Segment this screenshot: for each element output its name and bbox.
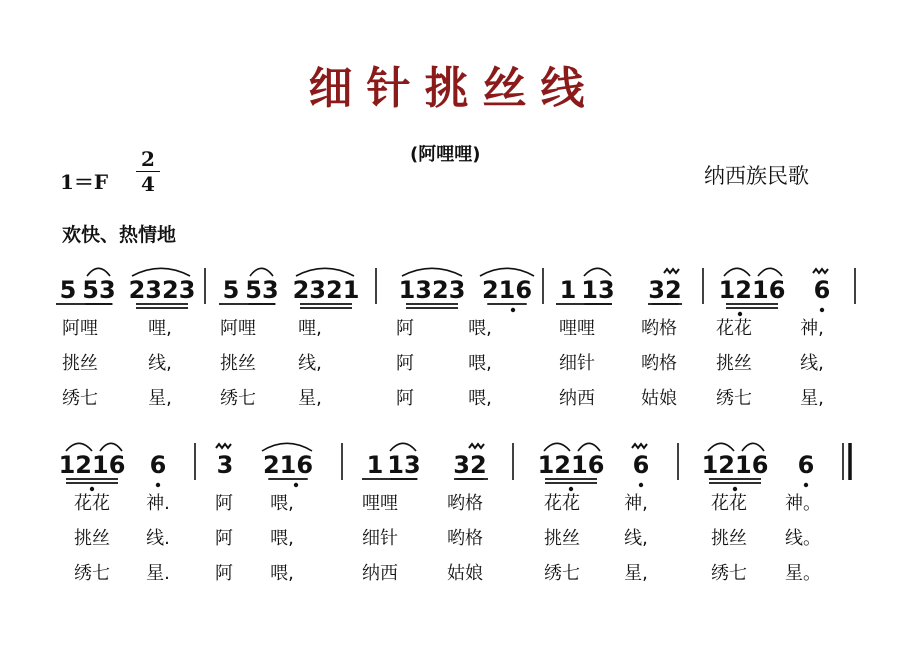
slur	[402, 268, 462, 276]
lyric-syllable: 阿	[215, 493, 233, 514]
lyric-syllable: 绣七	[220, 388, 256, 409]
song-subtitle: (阿哩哩)	[410, 144, 481, 165]
mordent-mark	[469, 444, 484, 448]
note-number: 6	[813, 276, 831, 304]
octave-dot	[294, 483, 298, 487]
note-number: 6	[149, 451, 167, 479]
tempo-marking: 欢快、热情地	[62, 224, 177, 246]
lyric-syllable: 哟格	[641, 318, 677, 339]
note-number: 3	[216, 451, 234, 479]
lyric-syllable: 挑丝	[716, 353, 752, 374]
lyric-syllable: 星,	[624, 563, 648, 584]
lyric-syllable: 线,	[298, 353, 322, 374]
lyric-syllable: 绣七	[711, 563, 747, 584]
slur	[250, 268, 273, 276]
key-signature: 1＝F	[60, 170, 109, 194]
note-number: 1216	[537, 451, 605, 479]
note-number: 53	[245, 276, 279, 304]
time-signature-top: 2	[141, 147, 155, 171]
lyric-syllable: 喂,	[468, 353, 492, 374]
lyric-syllable: 神.	[146, 493, 170, 514]
note-number: 2323	[128, 276, 196, 304]
lyric-syllable: 挑丝	[711, 528, 747, 549]
lyric-syllable: 阿	[396, 353, 414, 374]
note-number: 1216	[701, 451, 769, 479]
lyric-syllable: 阿哩	[62, 318, 98, 339]
lyric-syllable: 花花	[544, 493, 580, 514]
note-number: 1216	[718, 276, 786, 304]
lyric-syllable: 神,	[800, 318, 824, 339]
note-number: 1	[559, 276, 577, 304]
lyric-syllable: 绣七	[544, 563, 580, 584]
lyric-syllable: 哩,	[298, 318, 322, 339]
slur	[132, 268, 190, 276]
slur	[262, 443, 312, 451]
slur	[390, 443, 416, 451]
lyric-syllable: 阿	[215, 563, 233, 584]
lyric-syllable: 阿	[215, 528, 233, 549]
lyric-syllable: 纳西	[559, 388, 595, 409]
lyric-syllable: 哟格	[641, 353, 677, 374]
note-number: 32	[453, 451, 487, 479]
note-number: 1323	[398, 276, 466, 304]
lyric-syllable: 细针	[559, 353, 595, 374]
song-credit: 纳西族民歌	[704, 164, 809, 188]
mordent-mark	[632, 444, 647, 448]
lyric-syllable: 神,	[624, 493, 648, 514]
octave-dot	[569, 487, 573, 491]
lyric-syllable: 喂,	[270, 528, 294, 549]
lyric-syllable: 花花	[716, 318, 752, 339]
time-signature-bottom: 4	[141, 172, 155, 196]
octave-dot	[820, 308, 824, 312]
lyric-syllable: 喂,	[270, 563, 294, 584]
lyric-syllable: 花花	[74, 493, 110, 514]
lyric-syllable: 哩哩	[559, 318, 595, 339]
lyric-syllable: 挑丝	[544, 528, 580, 549]
lyric-syllable: 绣七	[716, 388, 752, 409]
note-number: 2321	[292, 276, 360, 304]
mordent-mark	[664, 269, 679, 273]
octave-dot	[804, 483, 808, 487]
lyric-syllable: 线,	[148, 353, 172, 374]
note-number: 6	[632, 451, 650, 479]
lyric-syllable: 挑丝	[74, 528, 110, 549]
slur	[296, 268, 354, 276]
slur	[758, 268, 782, 276]
lyric-syllable: 姑娘	[447, 563, 483, 584]
lyric-syllable: 线,	[624, 528, 648, 549]
slur	[100, 443, 122, 451]
slur	[724, 268, 750, 276]
lyric-syllable: 喂,	[270, 493, 294, 514]
octave-dot	[639, 483, 643, 487]
note-number: 216	[262, 451, 314, 479]
lyric-syllable: 阿哩	[220, 318, 256, 339]
note-number: 1	[366, 451, 384, 479]
note-number: 216	[481, 276, 533, 304]
lyric-syllable: 喂,	[468, 318, 492, 339]
lyric-syllable: 绣七	[74, 563, 110, 584]
octave-dot	[156, 483, 160, 487]
lyric-syllable: 哩哩	[362, 493, 398, 514]
lyric-syllable: 绣七	[62, 388, 98, 409]
slur	[480, 268, 534, 276]
note-number: 13	[387, 451, 421, 479]
octave-dot	[511, 308, 515, 312]
octave-dot	[90, 487, 94, 491]
slur	[708, 443, 734, 451]
lyric-syllable: 挑丝	[62, 353, 98, 374]
lyric-syllable: 纳西	[362, 563, 398, 584]
lyric-syllable: 神。	[785, 493, 821, 514]
lyric-syllable: 线。	[785, 528, 821, 549]
lyric-syllable: 星,	[800, 388, 824, 409]
lyric-syllable: 星,	[298, 388, 322, 409]
lyric-syllable: 哟格	[447, 493, 483, 514]
mordent-mark	[813, 269, 828, 273]
note-number: 13	[581, 276, 615, 304]
slur	[742, 443, 764, 451]
lyric-syllable: 细针	[362, 528, 398, 549]
note-number: 1216	[58, 451, 126, 479]
lyric-syllable: 哟格	[447, 528, 483, 549]
slur	[66, 443, 92, 451]
slur	[87, 268, 110, 276]
lyric-syllable: 阿	[396, 388, 414, 409]
note-number: 53	[82, 276, 116, 304]
slur	[584, 268, 611, 276]
lyric-syllable: 线,	[800, 353, 824, 374]
lyric-syllable: 花花	[711, 493, 747, 514]
slur	[544, 443, 570, 451]
note-number: 5	[59, 276, 77, 304]
note-number: 32	[648, 276, 682, 304]
lyric-syllable: 星.	[146, 563, 170, 584]
lyric-syllable: 喂,	[468, 388, 492, 409]
song-title: 细针挑丝线	[308, 63, 599, 114]
lyric-syllable: 线.	[146, 528, 170, 549]
lyric-syllable: 星。	[785, 563, 821, 584]
lyric-syllable: 哩,	[148, 318, 172, 339]
lyric-syllable: 星,	[148, 388, 172, 409]
octave-dot	[733, 487, 737, 491]
lyric-syllable: 姑娘	[641, 388, 677, 409]
note-number: 5	[222, 276, 240, 304]
lyric-syllable: 阿	[396, 318, 414, 339]
note-number: 6	[797, 451, 815, 479]
lyric-syllable: 挑丝	[220, 353, 256, 374]
mordent-mark	[216, 444, 231, 448]
slur	[578, 443, 600, 451]
octave-dot	[738, 312, 742, 316]
